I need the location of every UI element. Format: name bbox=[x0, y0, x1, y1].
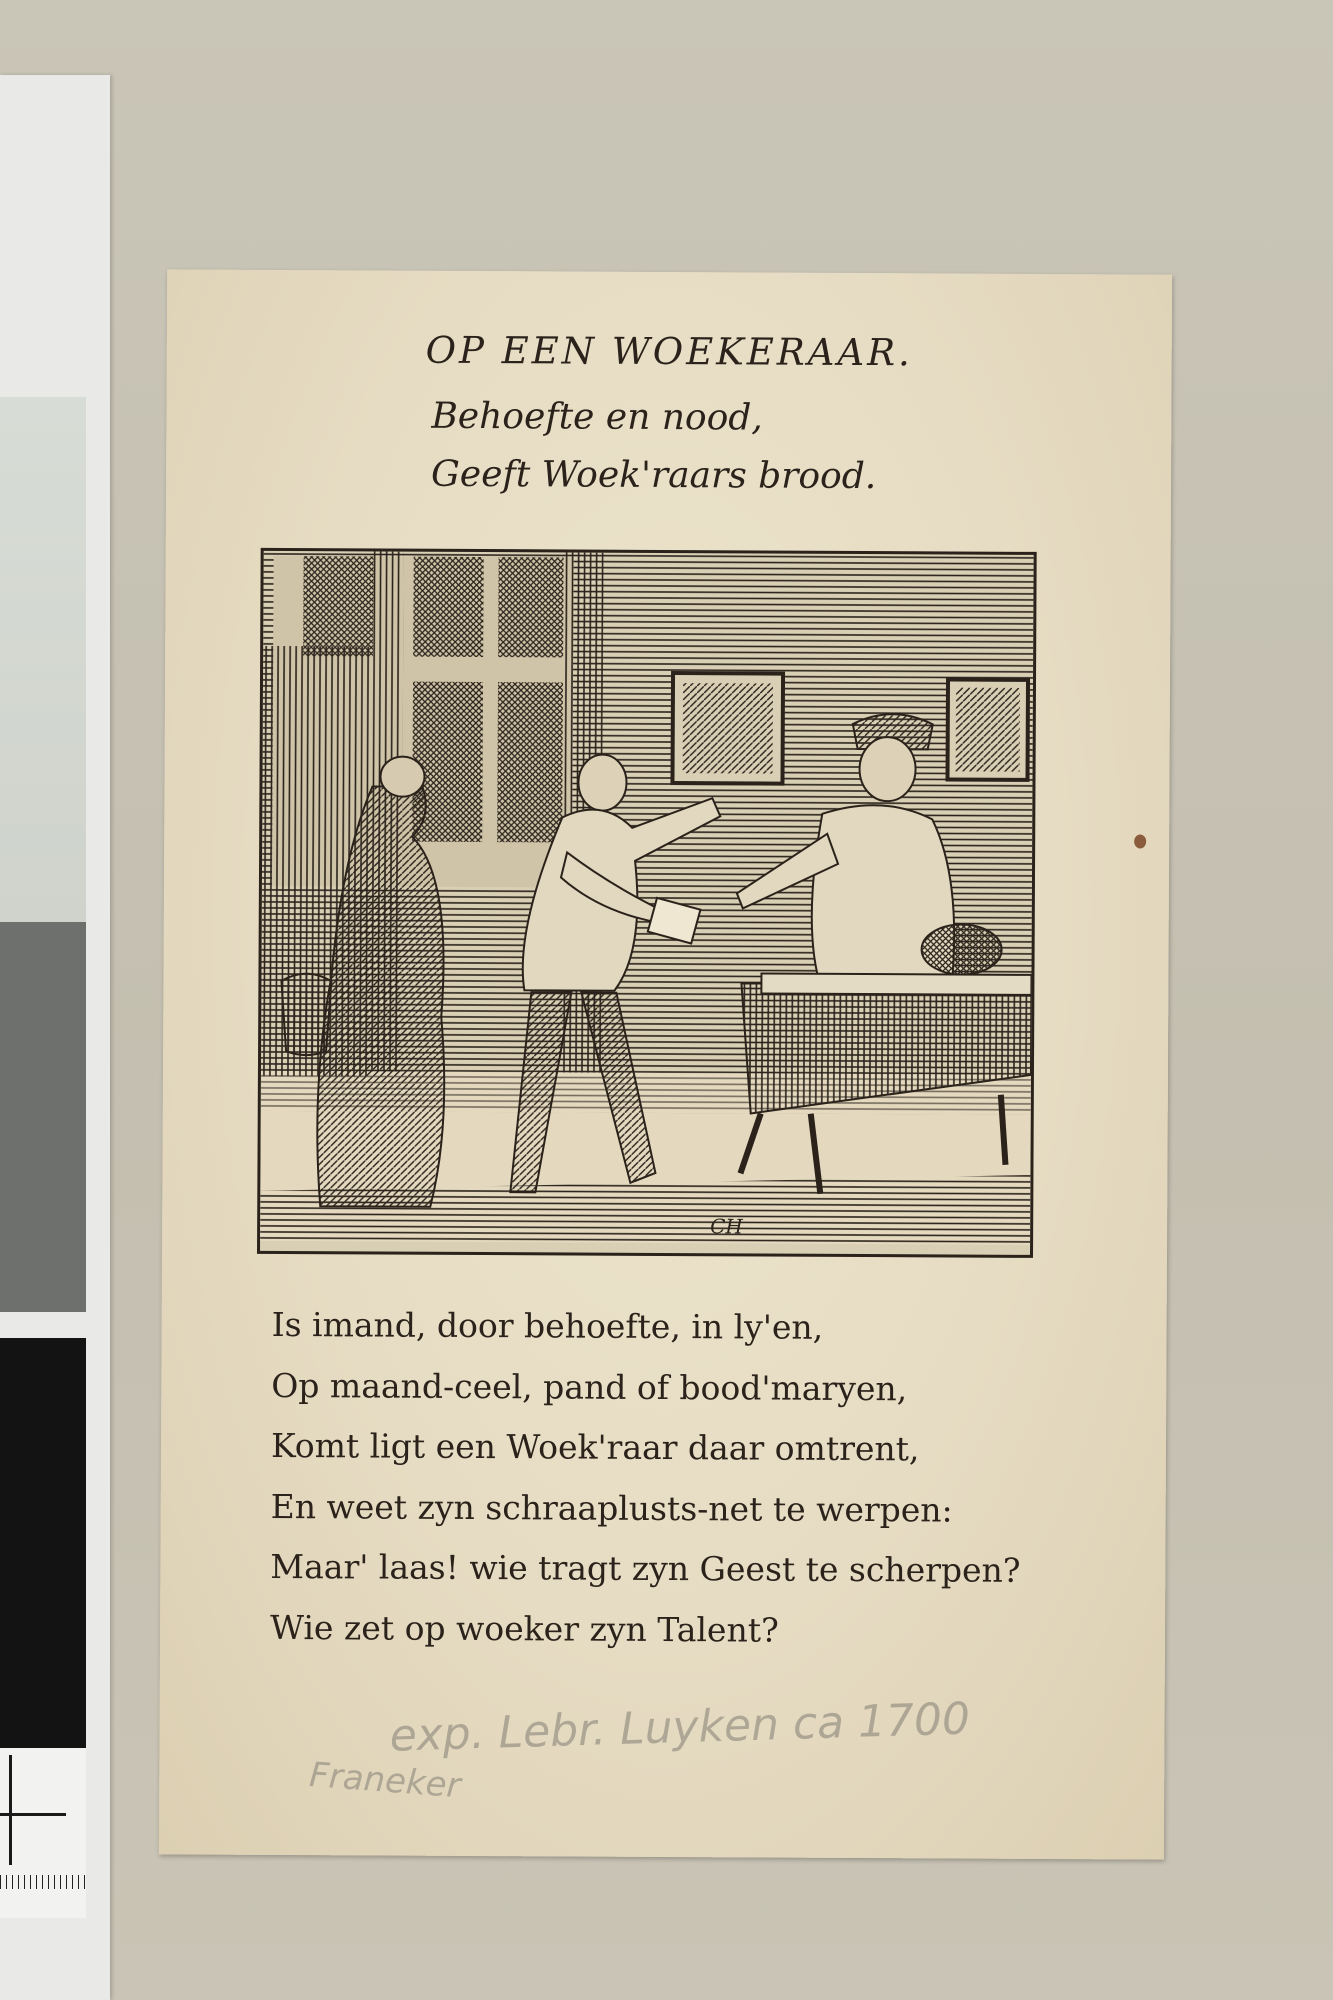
poem-line: Is imand, door behoefte, in ly'en, bbox=[271, 1304, 824, 1347]
poem-line: Wie zet op woeker zyn Talent? bbox=[269, 1607, 779, 1650]
poem-line: En weet zyn schraaplusts-net te werpen: bbox=[270, 1486, 953, 1530]
pencil-annotation: Franeker bbox=[307, 1754, 462, 1807]
poem-line: Op maand-ceel, pand of bood'maryen, bbox=[271, 1365, 908, 1408]
motto-line-1: Behoefte en nood, bbox=[431, 395, 763, 439]
engraving-illustration bbox=[257, 548, 1037, 1258]
poem-line: Maar' laas! wie tragt zyn Geest te scherpen? bbox=[270, 1546, 1021, 1590]
calibration-patch-light bbox=[0, 397, 86, 922]
engraver-signature: CH bbox=[710, 1214, 743, 1239]
color-calibration-strip bbox=[0, 75, 110, 2000]
motto-line-2: Geeft Woek'raars brood. bbox=[430, 453, 877, 498]
engraving-picture bbox=[260, 551, 1034, 1255]
stain-spot bbox=[1134, 834, 1146, 848]
calibration-patch-grey bbox=[0, 922, 86, 1312]
calibration-patch-white bbox=[0, 1748, 86, 1918]
page-title: OP EEN WOEKERAAR. bbox=[425, 328, 913, 375]
print-sheet bbox=[159, 269, 1172, 1859]
poem-text bbox=[270, 1295, 1092, 1662]
registration-cross-icon bbox=[0, 1813, 66, 1816]
pencil-annotation: exp. Lebr. Luyken ca 1700 bbox=[388, 1693, 971, 1762]
registration-cross-icon bbox=[9, 1755, 12, 1865]
poem-line: Komt ligt een Woek'raar daar omtrent, bbox=[270, 1425, 920, 1469]
scale-ruler bbox=[0, 1875, 86, 1889]
calibration-patch-black bbox=[0, 1338, 86, 1748]
